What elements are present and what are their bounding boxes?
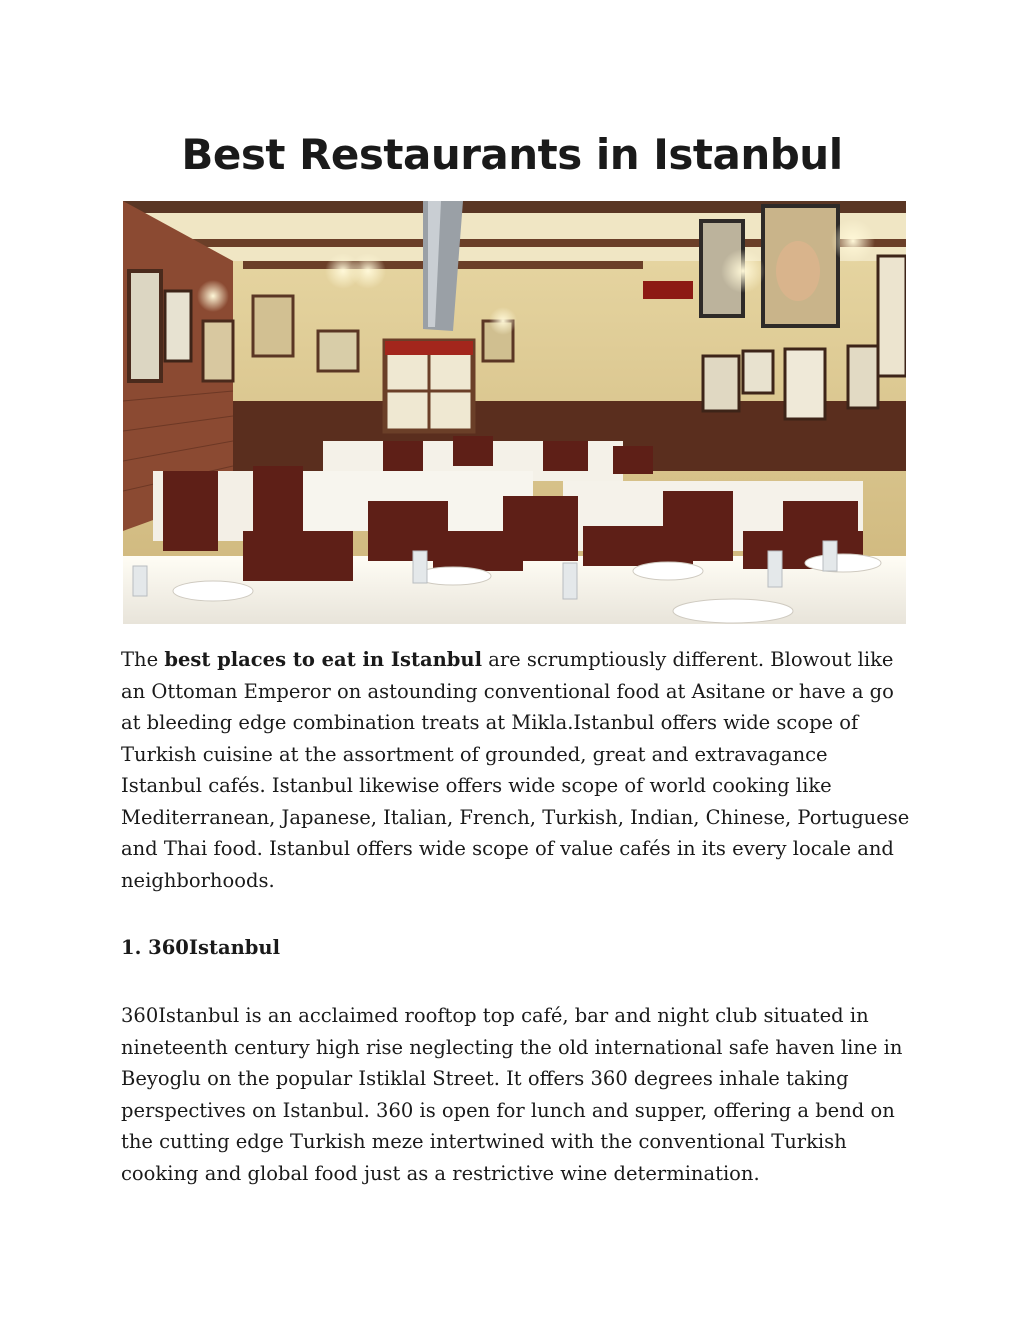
intro-paragraph — [121, 644, 911, 896]
restaurant-photo — [123, 201, 906, 624]
section-body-360istanbul: 360Istanbul is an acclaimed rooftop top café, bar and night club situated in nineteenth century high rise neglecting the old international safe haven line in Beyoglu on the popular Istiklal Street. It offers 360 degrees inhale taking perspectives on Istanbul. 360 is open for lunch and supper, offering a bend on the cutting edge Turkish meze intertwined with the conventional Turkish cooking and global food just as a restrictive wine determination. — [121, 1004, 903, 1185]
intro-lead: The — [121, 648, 165, 671]
intro-bold-link-text: best places to eat in Istanbul — [164, 648, 483, 671]
intro-rest: are scrumptiously different. Blowout like an Ottoman Emperor on astounding conventional food at Asitane or have a go at bleeding edge combination treats at Mikla.Istanbul offers wide scope of Turkish cuisine at the assortment of grounded, great and extravagance Istanbul cafés. Istanbul likewise offers wide scope of world cooking like Mediterranean, Japanese, Italian, French, Turkish, Indian, Chinese, Portuguese and Thai food. Istanbul offers wide scope of value cafés in its every locale and neighborhoods. — [121, 648, 910, 892]
page-title: Best Restaurants in Istanbul — [181, 130, 843, 179]
section-heading-360istanbul: 1. 360Istanbul — [121, 936, 280, 959]
restaurant-interior-photo-icon — [123, 201, 906, 624]
